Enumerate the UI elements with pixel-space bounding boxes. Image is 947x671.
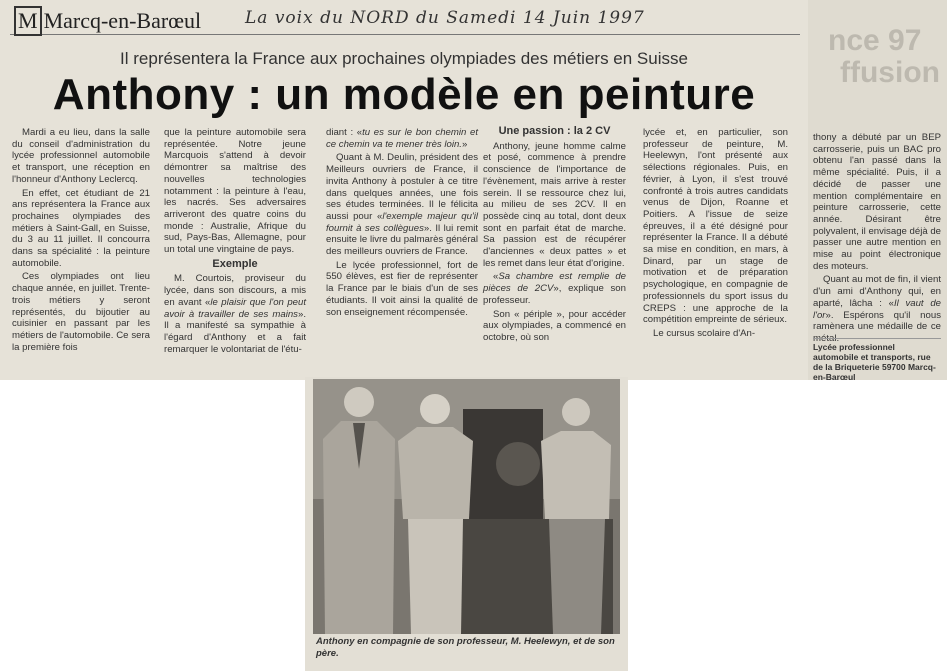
paragraph: lycée et, en particulier, son professeur de peinture, M. Heelewyn, l'ont présenté aux sélections régionales. Puis, en février, à Lyon, il s'est trouvé confronté à trois autres candidats venus de Dijon, Roanne et Poitiers. A l'issue de seize épreuves, il a été désigné pour représenter la France. Il a débuté sa mise en condition, en mars, à Dinard, par un stage de motivation et de préparation psychologique, en compagnie de professionnels du sport issus du CREPS : une approche de la compétition empreinte de sérieux. xyxy=(643,127,788,326)
masthead-place xyxy=(14,6,201,36)
quote-run: le plaisir que l'on peut avoir à travailler de ses mains xyxy=(164,296,306,320)
text-run: Quant à M. Deulin, président des Meilleurs ouvriers de France, il invita Anthony à postuler à ce titre dans quelques années, une fois ses études terminées. Il le félicita aussi pour « xyxy=(326,152,478,222)
paragraph: Son « périple », pour accéder aux olympiades, a commencé en octobre, où son xyxy=(483,308,626,343)
paragraph: Ces olympiades ont lieu chaque année, en juillet. Trente-trois métiers y seront représentés, du bijoutier au cuisinier en passant par les métiers de l'automobile. Ce sera la première fois xyxy=(12,271,150,353)
paragraph: que la peinture automobile sera représentée. Notre jeune Marcquois s'attend à devoir démontrer sa maîtrise des nouvelles technologies notamment : la peinture à l'eau, les nacrés. Ses adversaires arriveront des quatre coins du monde : Australie, Afrique du sud, Pays-Bas, Allemagne, pour un total une vingtaine de pays. xyxy=(164,127,306,256)
school-address-credit: Lycée professionnel automobile et transports, rue de la Briqueterie 59700 Marcq-en-Barœul xyxy=(813,338,941,382)
masthead xyxy=(10,4,800,35)
text-run: ». Il lui remit ensuite le livre du palmarès général des meilleurs ouvriers de France. xyxy=(326,222,478,258)
masthead-initial-box: M xyxy=(14,6,42,36)
subheading-passion: Une passion : la 2 CV xyxy=(498,125,611,137)
paragraph: Le cursus scolaire d'An- xyxy=(653,327,756,339)
text-run: » xyxy=(461,138,468,150)
paragraph: Mardi a eu lieu, dans la salle du conseil d'administration du lycée professionnel automobile et transport, une réception en l'honneur d'Anthony Leclercq. xyxy=(12,127,150,185)
paragraph: Anthony, jeune homme calme et posé, commence à prendre conscience de l'importance de l'évènement, mais arrive à rester serein. Il se ressource chez lui, au milieu de ses 2CV. Il en possède cinq au total, dont deux sont en parfait état de marche. Sa passion est de récupérer d'anciennes « deux pattes » et les remet dans leur état d'origine. xyxy=(483,140,626,269)
article-column-1 xyxy=(12,127,150,355)
quote-run: tu es sur le bon chemin et ce chemin va te mener très loin. xyxy=(326,127,478,150)
photo-caption: Anthony en compagnie de son professeur, M. Heelewyn, et de son père. xyxy=(316,636,615,659)
paragraph xyxy=(813,274,941,344)
article-kicker: Il représentera la France aux prochaines olympiades des métiers en Suisse xyxy=(120,49,688,68)
paragraph: Le lycée professionnel, fort de 550 élèves, est fier de représenter la France par le biais d'un de ses étudiants. Il voit ainsi la qualité de son enseignement récompensée. xyxy=(326,259,478,318)
paragraph xyxy=(326,152,478,257)
photo-illustration xyxy=(313,379,620,634)
article-headline: Anthony : un modèle en peinture xyxy=(52,70,756,119)
paragraph: thony a débuté par un BEP carrosserie, puis un BAC pro obtenu l'an passé dans la même spécialité. Puis, il a décidé de passer une mention complémentaire en peinture carrosserie, cette année. Désirant être polyvalent, il envisage déjà de passer une autre mention en mise au point électronique des moteurs. xyxy=(813,132,942,272)
text-run: », explique son professeur. xyxy=(483,283,626,306)
quote-run: Il vaut de l'or xyxy=(813,297,941,321)
article-column-4 xyxy=(483,125,626,346)
subheading-exemple: Exemple xyxy=(212,257,258,270)
quote-run: Sa chambre est remplie de pièces de 2CV xyxy=(483,271,626,295)
text-run: « xyxy=(493,271,499,283)
paragraph: En effet, cet étudiant de 21 ans représentera la France aux prochaines olympiades des métiers à Saint-Gall, en Suisse, du 3 au 11 juillet. Il concourra dans sa spécialité : la peinture automobile. xyxy=(12,187,150,269)
text-run: M. Courtois, proviseur du lycée, dans son discours, a mis en avant « xyxy=(164,273,306,308)
article-column-5 xyxy=(643,127,788,342)
paragraph xyxy=(164,273,306,355)
adjacent-article-fragment: nce 97 ffusion xyxy=(828,24,940,89)
article-column-3 xyxy=(326,127,478,320)
group-photo xyxy=(313,379,620,634)
handwritten-date-note: La voix du NORD du Samedi 14 Juin 1997 xyxy=(245,8,645,28)
text-run: ». Il a manifesté sa sympathie à l'égard d'Anthony et a fait remarquer le volontariat de l'étu- xyxy=(164,308,306,355)
article-column-6 xyxy=(813,132,941,347)
masthead-place-text: Marcq-en-Barœul xyxy=(43,8,202,33)
text-run: Quant au mot de fin, il vient d'un ami d'Anthony qui, en aparté, lâcha : « xyxy=(813,274,941,309)
text-run: diant : « xyxy=(326,127,363,138)
article-column-2 xyxy=(164,127,306,357)
paragraph xyxy=(326,127,478,150)
text-run: ». Espérons qu'il nous ramènera une médaille de ce métal. xyxy=(813,309,941,344)
paragraph xyxy=(483,271,626,306)
quote-run: l'exemple majeur qu'il fournit à ses collègues xyxy=(326,210,478,234)
